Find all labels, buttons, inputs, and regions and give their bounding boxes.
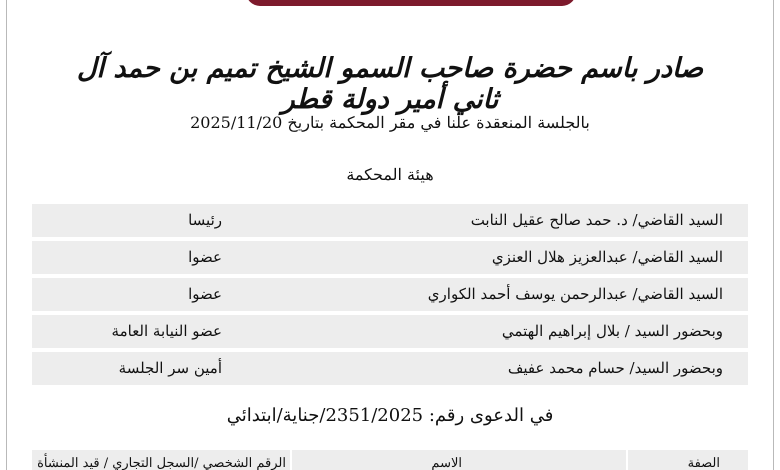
parties-table-header xyxy=(32,450,748,470)
member-name: وبحضور السيد / بلال إبراهيم الهتمي xyxy=(501,322,723,340)
member-role: رئيسا xyxy=(188,211,222,229)
court-panel-table xyxy=(32,204,748,389)
panel-row xyxy=(32,278,748,311)
member-name: السيد القاضي/ عبدالرحمن يوسف أحمد الكواري xyxy=(427,285,723,303)
column-header-id: الرقم الشخصي /السجل التجاري / قيد المنشأة xyxy=(37,456,286,470)
panel-row xyxy=(32,241,748,274)
panel-row xyxy=(32,352,748,385)
member-role: عضوا xyxy=(188,248,222,266)
case-number: في الدعوى رقم: 2351/2025/جناية/ابتدائي xyxy=(226,405,554,426)
member-name: السيد القاضي/ د. حمد صالح عقيل النابت xyxy=(470,211,723,229)
decree-calligraphy: صادر باسم حضرة صاحب السمو الشيخ تميم بن حمد آل ثاني أمير دولة قطر xyxy=(76,53,704,115)
column-header-name: الاسم xyxy=(431,456,462,470)
member-role: أمين سر الجلسة xyxy=(118,359,222,377)
panel-row xyxy=(32,315,748,348)
page-border-left xyxy=(6,0,7,470)
member-name: السيد القاضي/ عبدالعزيز هلال العنزي xyxy=(491,248,723,266)
page-border-right xyxy=(773,0,774,470)
member-role: عضو النيابة العامة xyxy=(111,322,222,340)
panel-row xyxy=(32,204,748,237)
court-panel-title: هيئة المحكمة xyxy=(346,165,434,184)
column-header-role: الصفة xyxy=(687,456,720,470)
column-divider xyxy=(290,450,292,470)
member-name: وبحضور السيد/ حسام محمد عفيف xyxy=(507,359,723,377)
header-banner xyxy=(246,0,576,6)
session-date-line: بالجلسة المنعقدة علنا في مقر المحكمة بتاريخ 2025/11/20 xyxy=(190,113,590,132)
member-role: عضوا xyxy=(188,285,222,303)
column-divider xyxy=(626,450,628,470)
